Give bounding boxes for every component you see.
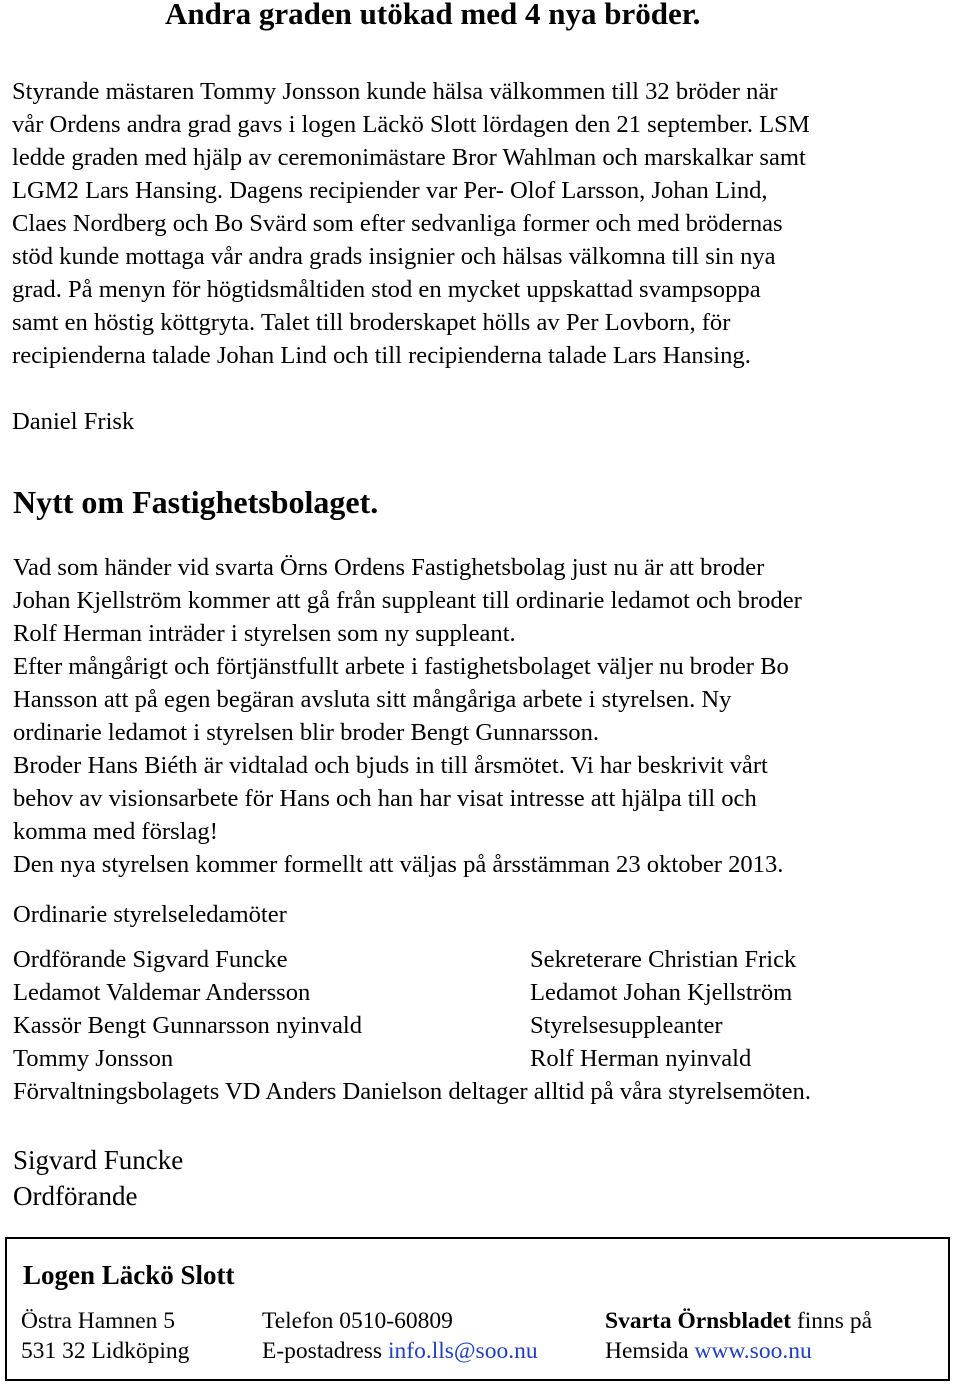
footer-website-label: Hemsida (605, 1338, 695, 1364)
article-line: Hansson att på egen begäran avsluta sitt mångåriga arbete i styrelsen. Ny (13, 686, 732, 713)
board-row (13, 1009, 953, 1042)
article-line: vår Ordens andra grad gavs i logen Läckö Slott lördagen den 21 september. LSM (12, 111, 810, 138)
article-signature-daniel-frisk: Daniel Frisk (12, 408, 135, 435)
footer-website-link[interactable]: www.soo.nu (694, 1338, 812, 1364)
article-body-second-degree (12, 75, 952, 372)
article-line: Broder Hans Biéth är vidtalad och bjuds in till årsmötet. Vi har beskrivit vårt (13, 752, 768, 779)
board-member-left: Ledamot Valdemar Andersson (13, 979, 311, 1006)
footer-contact-box (5, 1237, 950, 1381)
footer-title: Logen Läckö Slott (23, 1260, 235, 1290)
article-line: Vad som händer vid svarta Örns Ordens Fastighetsbolag just nu är att broder (13, 554, 765, 581)
board-row (13, 943, 953, 976)
board-member-left: Kassör Bengt Gunnarsson nyinvald (13, 1012, 363, 1039)
article-line: Rolf Herman inträder i styrelsen som ny suppleant. (13, 620, 516, 647)
board-member-right: Ledamot Johan Kjellström (530, 979, 793, 1006)
footer-line-1 (21, 1306, 941, 1336)
signature-title: Ordförande (13, 1181, 138, 1211)
article-line: komma med förslag! (13, 818, 218, 845)
article-line: Den nya styrelsen kommer formellt att väljas på årsstämman 23 oktober 2013. (13, 851, 784, 878)
footer-paper-suffix: finns på (791, 1308, 872, 1334)
article-line: recipienderna talade Johan Lind och till recipienderna talade Lars Hansing. (12, 342, 751, 369)
board-members-heading: Ordinarie styrelseledamöter (13, 901, 287, 928)
article-line: Johan Kjellström kommer att gå från suppleant till ordinarie ledamot och broder (13, 587, 802, 614)
article-title-property-company: Nytt om Fastighetsbolaget. (13, 484, 379, 520)
footer-paper-info (605, 1306, 872, 1336)
article-line: stöd kunde mottaga vår andra grads insignier och hälsas välkomna till sin nya (12, 243, 776, 270)
board-member-right: Rolf Herman nyinvald (530, 1045, 752, 1072)
board-member-right: Styrelsesuppleanter (530, 1012, 723, 1039)
board-member-right: Sekreterare Christian Frick (530, 946, 797, 973)
footer-street: Östra Hamnen 5 (21, 1308, 176, 1334)
footer-email-label: E-postadress (262, 1338, 388, 1364)
article-line: ordinarie ledamot i styrelsen blir broder Bengt Gunnarsson. (13, 719, 600, 746)
board-member-left: Ordförande Sigvard Funcke (13, 946, 288, 973)
footer-email-link[interactable]: info.lls@soo.nu (387, 1338, 538, 1364)
signature-name: Sigvard Funcke (13, 1145, 184, 1175)
board-members-list (13, 943, 953, 1108)
article-line: behov av visionsarbete för Hans och han har visat intresse att hjälpa till och (13, 785, 757, 812)
article-line: samt en höstig köttgryta. Talet till broderskapet hölls av Per Lovborn, för (12, 309, 731, 336)
article-signature-sigvard-funcke (13, 1142, 183, 1214)
article-title-second-degree: Andra graden utökad med 4 nya bröder. (165, 0, 701, 31)
article-line: grad. På menyn för högtidsmåltiden stod en mycket uppskattad svampsoppa (12, 276, 761, 303)
footer-line-2 (21, 1336, 941, 1366)
footer-phone: Telefon 0510-60809 (262, 1308, 453, 1334)
footer-website-info (605, 1336, 812, 1366)
article-body-property-company (13, 551, 953, 881)
board-row (13, 976, 953, 1009)
footer-city: 531 32 Lidköping (21, 1338, 190, 1364)
footer-email-info (262, 1336, 538, 1366)
board-note: Förvaltningsbolagets VD Anders Danielson deltager alltid på våra styrelsemöten. (13, 1078, 811, 1105)
article-line: LGM2 Lars Hansing. Dagens recipiender var Per- Olof Larsson, Johan Lind, (12, 177, 768, 204)
board-row (13, 1042, 953, 1075)
article-line: Efter mångårigt och förtjänstfullt arbete i fastighetsbolaget väljer nu broder Bo (13, 653, 789, 680)
article-line: Claes Nordberg och Bo Svärd som efter sedvanliga former och med brödernas (12, 210, 783, 237)
board-member-left: Tommy Jonsson (13, 1045, 174, 1072)
article-line: Styrande mästaren Tommy Jonsson kunde hälsa välkommen till 32 bröder när (12, 78, 778, 105)
footer-paper-name: Svarta Örnsbladet (605, 1308, 792, 1334)
article-line: ledde graden med hjälp av ceremonimästare Bror Wahlman och marskalkar samt (12, 144, 806, 171)
